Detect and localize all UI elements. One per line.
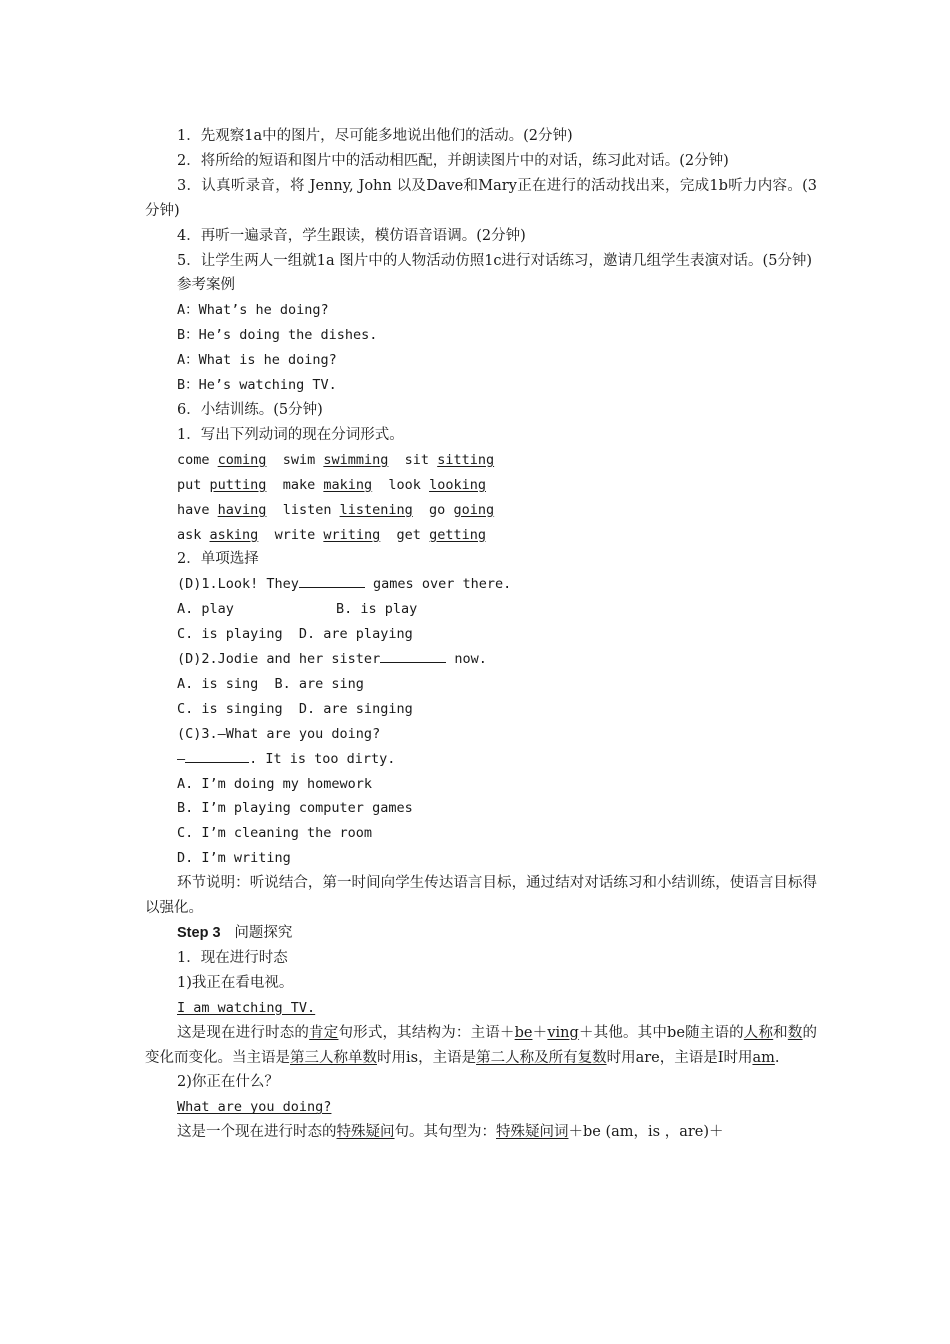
- verb-ing-answer: swimming: [323, 451, 389, 468]
- verb-base: make: [282, 476, 316, 493]
- mc-question-2-text: (D)2.Jodie and her sister: [177, 651, 381, 668]
- verb-base: come: [177, 451, 210, 468]
- text: .: [774, 1049, 780, 1066]
- filled-answer: 第三人称单数: [290, 1049, 377, 1066]
- topic-1-answer-text: I am watching TV.: [177, 999, 316, 1016]
- verb-ing-answer: going: [453, 501, 495, 518]
- verb-row: [145, 448, 817, 473]
- verb-base: ask: [177, 526, 202, 543]
- verb-base: have: [177, 501, 210, 518]
- text: 时用is，主语是: [377, 1049, 477, 1066]
- mc-question-2-options-cd: C. is singing D. are singing: [177, 700, 413, 717]
- verb-base: sit: [404, 451, 430, 468]
- exercise-1-title: 1．写出下列动词的现在分词形式。: [177, 426, 404, 443]
- text: 的变化而变化。当主语是: [145, 1024, 818, 1066]
- verb-row: [145, 523, 817, 548]
- filled-answer: am: [752, 1049, 775, 1066]
- step-6: 6．小结训练。(5分钟): [177, 401, 323, 418]
- verb-row: [145, 473, 817, 498]
- topic-1-title: 1．现在进行时态: [177, 949, 288, 966]
- topic-1-question: 1)我正在看电视。: [177, 974, 294, 991]
- text: ＋be (am，is ，are)＋: [568, 1124, 724, 1141]
- topic-2-answer-text: What are you doing?: [177, 1099, 332, 1116]
- answer-blank: [380, 648, 446, 663]
- filled-answer: 特殊疑问词: [496, 1124, 569, 1141]
- verb-base: put: [177, 476, 202, 493]
- answer-blank: [185, 748, 249, 763]
- dialogue-line-3: A：What is he doing?: [177, 352, 337, 369]
- step-1: 1．先观察1a中的图片，尽可能多地说出他们的活动。(2分钟): [177, 128, 573, 144]
- filled-answer: 第二人称及所有复数: [476, 1049, 607, 1066]
- text: 句。其句型为：: [394, 1124, 496, 1141]
- topic-2-question: 2)你正在什么？: [177, 1074, 279, 1091]
- verb-base: swim: [282, 451, 316, 468]
- filled-answer: 肯定: [309, 1024, 339, 1041]
- mc-question-3-option-d: D. I’m writing: [177, 850, 291, 867]
- step-5: 5．让学生两人一组就1a 图片中的人物活动仿照1c进行对话练习，邀请几组学生表演对话。(5分钟): [177, 252, 813, 269]
- dialogue-line-2: B：He’s doing the dishes.: [177, 327, 378, 344]
- mc-question-2-options-ab: A. is sing B. are sing: [177, 675, 364, 692]
- text: 这是现在进行时态的: [177, 1024, 310, 1041]
- topic-2-answer: [145, 1095, 817, 1120]
- document-page: [145, 124, 817, 1145]
- filled-answer: be: [514, 1024, 533, 1041]
- exercise-2-title: 2．单项选择: [177, 551, 259, 568]
- mc-question-3-option-a: A. I’m doing my homework: [177, 775, 373, 792]
- text: 这是一个现在进行时态的: [177, 1124, 337, 1141]
- text: ＋: [532, 1024, 548, 1041]
- filled-answer: 数: [787, 1024, 803, 1041]
- verb-base: write: [274, 526, 316, 543]
- mc-question-1: [145, 572, 817, 597]
- mc-question-2-rest: now.: [446, 651, 487, 668]
- text: 时用are，主语是I时用: [606, 1049, 753, 1066]
- mc-question-3-line: [145, 747, 817, 772]
- filled-answer: 特殊疑问: [336, 1124, 395, 1141]
- verb-forms-list: [145, 448, 817, 548]
- option-b: B. is play: [336, 601, 418, 618]
- mc-question-2: [145, 647, 817, 672]
- mc-question-1-options-ab: [145, 597, 817, 622]
- verb-base: look: [388, 476, 421, 493]
- explanation-paragraph-1: [145, 1021, 817, 1071]
- step3-title: 问题探究: [234, 925, 293, 941]
- step3-label: Step 3: [177, 925, 221, 941]
- explanation-paragraph-2: [145, 1120, 817, 1145]
- section-note: 环节说明：听说结合，第一时间向学生传达语言目标，通过结对对话练习和小结训练，使语言目标得以强化。: [145, 875, 817, 917]
- mc-question-1-rest: games over there.: [364, 576, 512, 593]
- verb-ing-answer: asking: [209, 526, 259, 543]
- verb-ing-answer: writing: [323, 526, 381, 543]
- text: ＋其他。其中be随主语的: [578, 1024, 744, 1041]
- mc-question-3-option-c: C. I’m cleaning the room: [177, 825, 373, 842]
- dialogue-line-4: B：He’s watching TV.: [177, 377, 337, 394]
- verb-ing-answer: getting: [429, 526, 486, 543]
- verb-row: [145, 498, 817, 523]
- verb-base: go: [429, 501, 446, 518]
- mc-question-3-rest: . It is too dirty.: [249, 750, 396, 767]
- topic-1-answer: [145, 996, 817, 1021]
- verb-base: get: [396, 526, 421, 543]
- step-3: 3．认真听录音，将 Jenny, John 以及Dave和Mary正在进行的活动找出来，完成1b听力内容。(3分钟): [145, 177, 817, 219]
- text: 句形式，其结构为：主语＋: [338, 1024, 515, 1041]
- step-4: 4．再听一遍录音，学生跟读，模仿语音语调。(2分钟): [177, 227, 526, 244]
- verb-ing-answer: sitting: [437, 451, 495, 468]
- mc-question-1-text: (D)1.Look! They: [177, 576, 299, 593]
- verb-base: listen: [282, 501, 332, 518]
- verb-ing-answer: coming: [217, 451, 267, 468]
- dialogue-line-1: A：What’s he doing?: [177, 302, 329, 319]
- verb-ing-answer: putting: [209, 476, 267, 493]
- step-2: 2．将所给的短语和图片中的活动相匹配，并朗读图片中的对话，练习此对话。(2分钟): [177, 152, 729, 169]
- text: 和: [773, 1024, 788, 1041]
- filled-answer: 人称: [743, 1024, 774, 1041]
- mc-question-3: (C)3.—What are you doing?: [177, 725, 381, 742]
- step3-heading: [145, 921, 817, 946]
- mc-question-1-options-cd: C. is playing D. are playing: [177, 626, 413, 643]
- option-a: A. play: [177, 601, 234, 618]
- filled-answer: ving: [547, 1024, 579, 1041]
- verb-ing-answer: looking: [429, 476, 486, 493]
- verb-ing-answer: listening: [339, 501, 413, 518]
- answer-blank: [299, 573, 365, 588]
- case-title: 参考案例: [177, 277, 235, 294]
- verb-ing-answer: making: [323, 476, 373, 493]
- verb-ing-answer: having: [217, 501, 267, 518]
- mc-question-3-option-b: B. I’m playing computer games: [177, 800, 413, 817]
- dash: —: [177, 750, 186, 767]
